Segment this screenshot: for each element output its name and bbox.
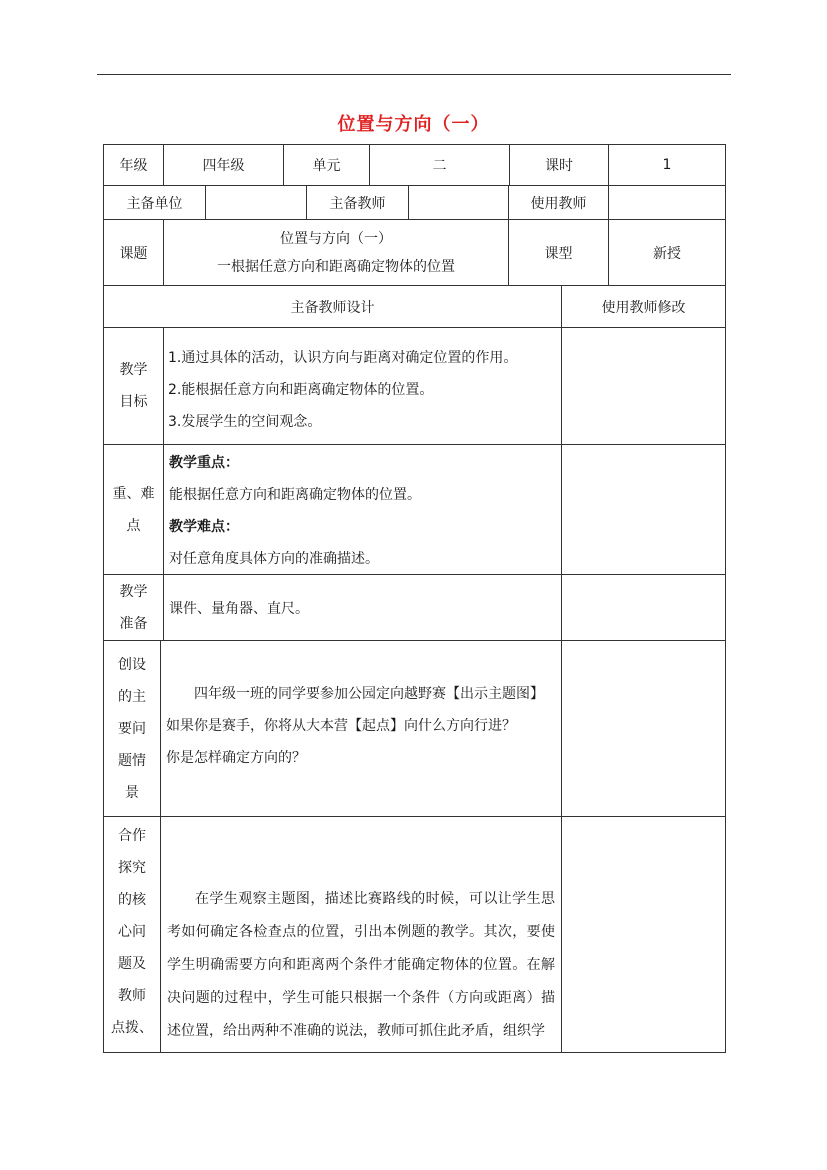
topic-line-1: 位置与方向（一） <box>280 230 392 247</box>
topic-label: 课题 <box>103 219 164 286</box>
lead-teacher-value <box>408 185 509 220</box>
goal-item: 1.通过具体的活动，认识方向与距离对确定位置的作用。 <box>168 350 518 366</box>
lesson-type-label: 课型 <box>508 219 609 286</box>
prep-label-line: 准备 <box>119 615 148 632</box>
situation-label-line: 要问 <box>118 720 146 737</box>
modify-header: 使用教师修改 <box>561 285 726 328</box>
difficulty-title: 教学难点： <box>169 519 239 535</box>
key-text: 能根据任意方向和距离确定物体的位置。 <box>169 487 421 503</box>
goals-label-line: 教学 <box>119 362 148 378</box>
explore-label-line: 教师 <box>118 988 146 1004</box>
explore-label-line: 合作 <box>118 828 146 844</box>
explore-label-line: 探究 <box>118 860 146 876</box>
keypoints-label-line: 重、难 <box>112 485 155 502</box>
explore-label-line: 题及 <box>118 956 146 972</box>
prep-label-line: 教学 <box>119 583 148 600</box>
goals-label-line: 目标 <box>119 394 148 410</box>
goal-item: 3.发展学生的空间观念。 <box>168 414 322 430</box>
situation-line: 四年级一班的同学要参加公园定向越野赛【出示主题图】 <box>194 686 544 702</box>
prep-label <box>103 574 164 641</box>
explore-label-line: 心问 <box>118 924 146 940</box>
lead-unit-label: 主备单位 <box>103 185 206 220</box>
keypoints-label-line: 点 <box>126 517 141 534</box>
goals-modify-cell <box>561 327 726 445</box>
keypoints-modify-cell <box>561 444 726 575</box>
period-value: 1 <box>608 144 726 186</box>
grade-value: 四年级 <box>163 144 284 186</box>
explore-label-line: 点拨、 <box>111 1020 153 1036</box>
topic-value <box>163 219 509 286</box>
unit-label: 单元 <box>283 144 370 186</box>
header-rule <box>97 74 731 75</box>
situation-line: 你是怎样确定方向的？ <box>166 750 306 766</box>
explore-content <box>160 816 562 1053</box>
difficulty-text: 对任意角度具体方向的准确描述。 <box>169 551 379 567</box>
situation-modify-cell <box>561 640 726 817</box>
goals-content <box>163 327 562 445</box>
explore-text: 在学生观察主题图，描述比赛路线的时候，可以让学生思考如何确定各检查点的位置，引出本例题的教学。其次，要使学生明确需要方向和距离两个条件才能确定物体的位置。在解决问题的过程中，学生可能只根据一个条件（方向或距离）描述位置，给出两种不准确的说法，教师可抓住此矛盾，组织学 <box>167 891 555 1039</box>
situation-label-line: 的主 <box>118 688 146 705</box>
period-label: 课时 <box>509 144 609 186</box>
situation-label-line: 题情 <box>118 752 146 769</box>
topic-line-2: 一根据任意方向和距离确定物体的位置 <box>217 258 455 275</box>
page-title: 位置与方向（一） <box>337 114 490 135</box>
explore-label <box>103 816 161 1053</box>
user-teacher-label: 使用教师 <box>508 185 609 220</box>
situation-label-line: 景 <box>125 784 139 801</box>
situation-label-line: 创设 <box>118 656 146 673</box>
goal-item: 2.能根据任意方向和距离确定物体的位置。 <box>168 382 434 398</box>
explore-modify-cell <box>561 816 726 1053</box>
goals-label <box>103 327 164 445</box>
prep-modify-cell <box>561 574 726 641</box>
user-teacher-value <box>608 185 726 220</box>
lesson-type-value: 新授 <box>608 219 726 286</box>
lead-teacher-label: 主备教师 <box>306 185 409 220</box>
situation-label <box>103 640 161 817</box>
unit-value: 二 <box>369 144 510 186</box>
key-title: 教学重点： <box>169 455 239 471</box>
lead-unit-value <box>205 185 307 220</box>
keypoints-label <box>103 444 164 575</box>
grade-label: 年级 <box>103 144 164 186</box>
design-header: 主备教师设计 <box>103 285 562 328</box>
prep-content: 课件、量角器、直尺。 <box>163 574 562 641</box>
situation-content <box>160 640 562 817</box>
situation-line: 如果你是赛手，你将从大本营【起点】向什么方向行进？ <box>166 718 516 734</box>
keypoints-content <box>163 444 562 575</box>
explore-label-line: 的核 <box>118 892 146 908</box>
